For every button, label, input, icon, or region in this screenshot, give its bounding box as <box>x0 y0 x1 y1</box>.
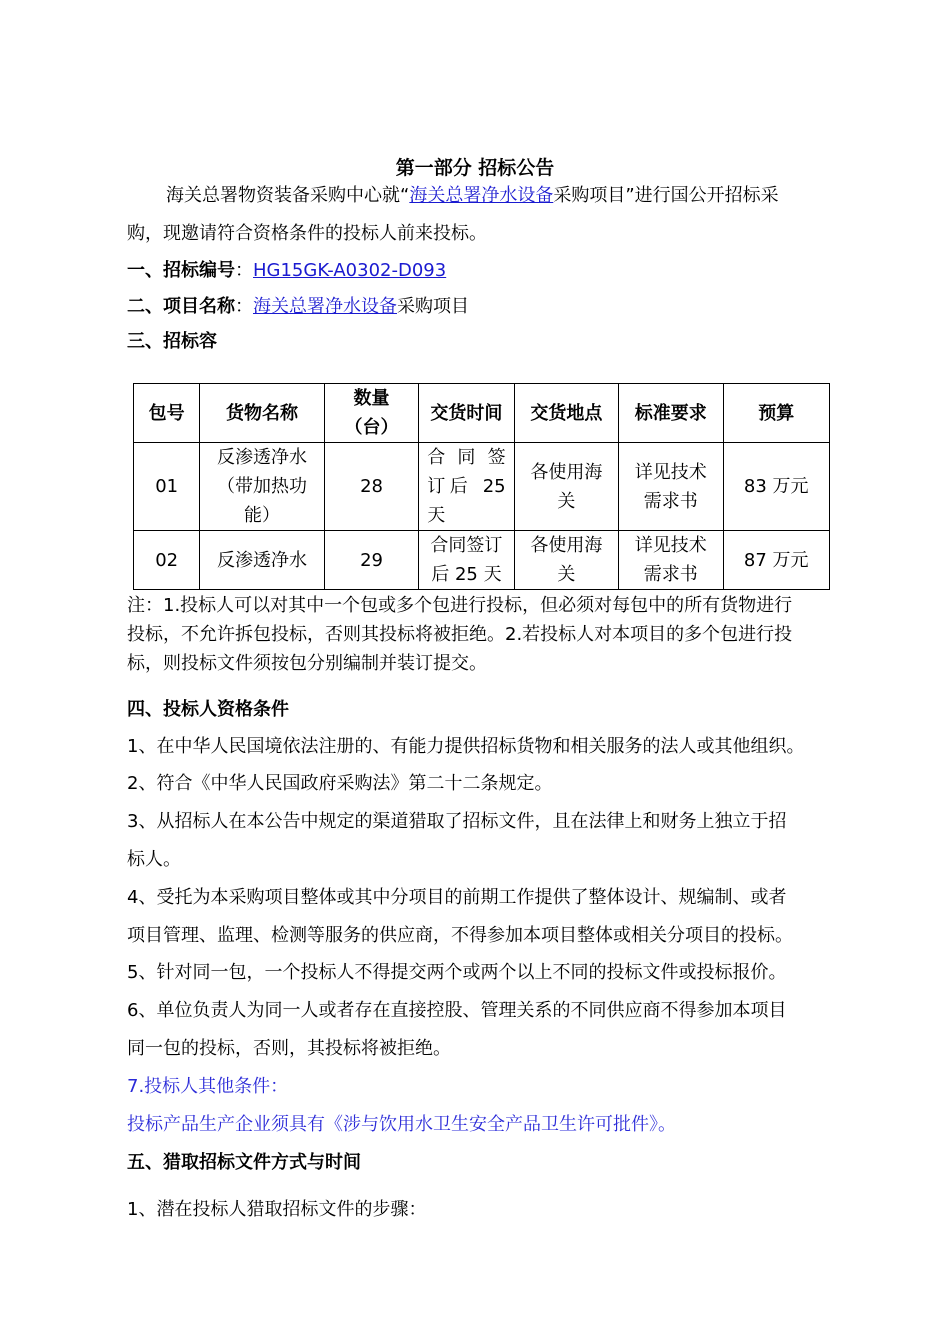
colon: ： <box>235 260 253 281</box>
project-link[interactable]: 海关总署净水设备 <box>409 185 554 206</box>
cell-place <box>514 443 618 531</box>
col-header-budget: 预算 <box>723 384 830 443</box>
note-line-1: 注：1.投标人可以对其中一个包或多个包进行投标，但必须对每包中的所有货物进行 <box>127 595 793 616</box>
bid-table <box>133 383 830 590</box>
step-1: 1、潜在投标人猎取招标文件的步骤： <box>127 1199 427 1220</box>
cell-budget: 83 万元 <box>723 443 830 531</box>
col-header-pkg: 包号 <box>134 384 200 443</box>
name-line: 反渗透净水 <box>217 447 308 468</box>
cell-qty: 29 <box>324 531 418 590</box>
note-line-2: 投标，不允许拆包投标，否则其投标将被拒绝。2.若投标人对本项目的多个包进行投 <box>127 624 793 645</box>
project-name <box>127 295 469 319</box>
condition-1: 1、在中华人民国境依法注册的、有能力提供招标货物和相关服务的法人或其他组织。 <box>127 736 805 757</box>
condition-3-line-2: 标人。 <box>127 849 181 870</box>
condition-2: 2、符合《中华人民国政府采购法》第二十二条规定。 <box>127 773 553 794</box>
table-header-row <box>134 384 830 443</box>
section-5-heading: 五、猎取招标文件方式与时间 <box>127 1152 361 1173</box>
std-line: 详见技术 <box>634 461 707 483</box>
cell-pkg: 01 <box>134 443 200 531</box>
cell-qty: 28 <box>324 443 418 531</box>
page-title: 第一部分 招标公告 <box>395 157 555 179</box>
col-header-place: 交货地点 <box>514 384 618 443</box>
time-line: 合同签 <box>427 447 506 468</box>
time-line: 后 25 天 <box>431 564 502 585</box>
cell-time <box>419 443 514 531</box>
project-name-link[interactable]: 海关总署净水设备 <box>253 296 397 317</box>
std-line: 需求书 <box>643 490 698 512</box>
condition-4-line-2: 项目管理、监理、检测等服务的供应商，不得参加本项目整体或相关分项目的投标。 <box>127 925 793 946</box>
cell-std <box>619 531 723 590</box>
intro-text-post: 采购项目”进行国公开招标采 <box>553 185 779 206</box>
section-4-heading: 四、投标人资格条件 <box>127 699 289 720</box>
place-line: 关 <box>557 490 576 512</box>
tender-number-link[interactable]: HG15GK-A0302-D093 <box>253 260 447 281</box>
project-name-label: 二、项目名称 <box>127 296 235 317</box>
table-row <box>134 443 830 531</box>
section-3-heading: 三、招标容 <box>127 331 217 352</box>
table-row <box>134 531 830 590</box>
cell-std <box>619 443 723 531</box>
condition-6-line-1: 6、单位负责人为同一人或者存在直接控股、管理关系的不同供应商不得参加本项目 <box>127 1000 787 1021</box>
condition-7-detail: 投标产品生产企业须具有《涉与饮用水卫生安全产品卫生许可批件》。 <box>127 1114 676 1135</box>
condition-6-line-2: 同一包的投标，否则，其投标将被拒绝。 <box>127 1038 451 1059</box>
tender-number <box>127 259 446 283</box>
condition-4-line-1: 4、受托为本采购项目整体或其中分项目的前期工作提供了整体设计、规编制、或者 <box>127 887 787 908</box>
place-line: 关 <box>557 564 576 585</box>
note-line-3: 标，则投标文件须按包分别编制并装订提交。 <box>127 653 487 674</box>
intro-line-1 <box>166 184 779 208</box>
condition-5: 5、针对同一包，一个投标人不得提交两个或两个以上不同的投标文件或投标报价。 <box>127 962 787 983</box>
time-line: 天 <box>427 505 446 526</box>
place-line: 各使用海 <box>530 535 603 556</box>
cell-pkg: 02 <box>134 531 200 590</box>
qty-header-line2: （台） <box>344 417 399 438</box>
condition-7: 7.投标人其他条件： <box>127 1076 289 1097</box>
cell-budget: 87 万元 <box>723 531 830 590</box>
cell-name: 反渗透净水 <box>200 531 325 590</box>
condition-3-line-1: 3、从招标人在本公告中规定的渠道猎取了招标文件，且在法律上和财务上独立于招 <box>127 811 787 832</box>
cell-place <box>514 531 618 590</box>
tender-number-label: 一、招标编号 <box>127 260 235 281</box>
project-name-post: 采购项目 <box>397 296 469 317</box>
col-header-time: 交货时间 <box>419 384 514 443</box>
intro-text-pre: 海关总署物资装备采购中心就“ <box>166 185 410 206</box>
place-line: 各使用海 <box>530 461 603 483</box>
std-line: 需求书 <box>643 564 698 585</box>
col-header-name: 货物名称 <box>200 384 325 443</box>
col-header-qty <box>324 384 418 443</box>
cell-time <box>419 531 514 590</box>
qty-header-line1: 数量 <box>353 388 390 409</box>
col-header-std: 标准要求 <box>619 384 723 443</box>
std-line: 详见技术 <box>634 535 707 556</box>
cell-name <box>200 443 325 531</box>
name-line: 能） <box>244 505 281 526</box>
time-line: 合同签订 <box>430 535 503 556</box>
colon: ： <box>235 296 253 317</box>
intro-line-2: 购，现邀请符合资格条件的投标人前来投标。 <box>127 223 487 244</box>
name-line: （带加热功 <box>217 476 308 497</box>
time-line: 订后 25 <box>427 476 506 497</box>
